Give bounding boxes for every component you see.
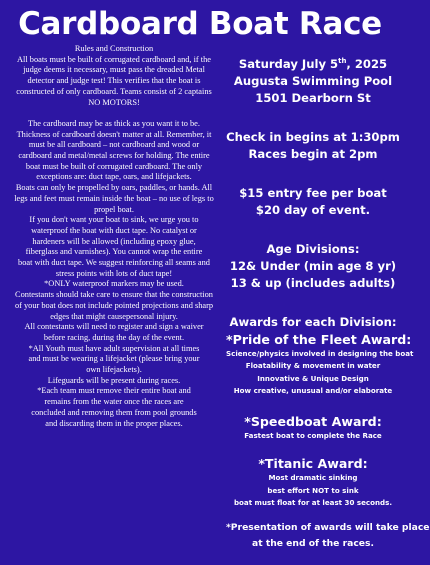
rules-text: [2, 55, 226, 430]
rules-line: edges that might causepersonal injury.: [50, 311, 178, 321]
rules-line: *Each team must remove their entire boat and: [37, 386, 191, 396]
event-info-section: [226, 56, 430, 551]
rules-line: stress points with lots of duct tape!: [55, 268, 173, 278]
rules-line: *All Youth must have adult supervision at all times: [28, 343, 200, 353]
age-division-1: 12& Under (min age 8 yr): [229, 259, 397, 273]
rules-line: *ONLY waterproof markers may be used.: [44, 279, 184, 289]
age-division-2: 13 & up (includes adults): [230, 276, 396, 290]
rules-line: concluded and removing them from pool grounds: [31, 407, 197, 417]
age-divisions-heading: Age Divisions:: [266, 242, 360, 256]
rules-line: exceptions are: duct tape, oars, and lifejackets.: [36, 172, 192, 182]
event-address: 1501 Dearborn St: [255, 91, 371, 105]
rules-line: If you don't want your boat to sink, we urge you to: [29, 215, 199, 225]
fleet-criterion: Floatability & movement in water: [245, 361, 381, 371]
speedboat-criterion: Fastest boat to complete the Race: [244, 431, 382, 441]
rules-line: detector and judge test! This verifies that the boat is: [27, 76, 201, 86]
rules-line: Boats can only be propelled by oars, paddles, or hands. All: [15, 183, 213, 193]
rules-line: before racing, during the day of the event.: [43, 332, 185, 342]
titanic-criterion: boat must float for at least 30 seconds.: [233, 498, 393, 508]
rules-line: legs and feet must remain inside the boat – no use of legs to: [14, 193, 214, 203]
rules-section: [2, 44, 226, 429]
rules-line: of your boat does not include pointed projections and sharp: [14, 300, 214, 310]
rules-line: hardeners will be allowed (including epoxy glue,: [32, 236, 196, 246]
awards-footer-line-1: *Presentation of awards will take place: [226, 522, 430, 534]
rules-line: remains from the water once the races are: [44, 397, 184, 407]
rules-line: waterproof the boat with duct tape. No catalyst or: [31, 225, 197, 235]
awards-footer-line-2: at the end of the races.: [252, 537, 374, 549]
race-time: Races begin at 2pm: [248, 147, 378, 161]
rules-line: fiberglass and varnishes). You cannot wrap the entire: [25, 247, 203, 257]
rules-line: All boats must be built of corrugated cardboard and, if the: [17, 54, 211, 64]
rules-line: judge deems it necessary, must pass the dreaded Metal: [23, 65, 205, 75]
rules-line: NO MOTORS!: [88, 97, 140, 107]
rules-line: All contestants will need to register and sign a waiver: [24, 322, 204, 332]
rules-line: and must be wearing a lifejacket (please bring your: [28, 354, 200, 364]
fleet-criterion: How creative, unusual and/or elaborate: [233, 385, 393, 395]
rules-line: propel boat.: [94, 204, 134, 214]
rules-line: constructed of only cardboard. Teams consist of 2 captains: [16, 86, 212, 96]
rules-line: Lifeguards will be present during races.: [47, 375, 181, 385]
rules-line: Thickness of cardboard doesn't matter at all. Remember, it: [16, 129, 212, 139]
titanic-award-title: *Titanic Award:: [258, 456, 368, 472]
rules-line: cardboard and metal/metal screws for holding. The entire: [18, 151, 210, 161]
fleet-criterion: Innovative & Unique Design: [257, 373, 369, 383]
titanic-criterion: Most dramatic sinking: [268, 473, 358, 483]
rules-line: The cardboard may be as thick as you want it to be.: [28, 118, 200, 128]
rules-line: must be all cardboard – not cardboard and wood or: [28, 140, 200, 150]
event-date: Saturday July 5th, 2025: [238, 57, 388, 71]
titanic-criterion: best effort NOT to sink: [267, 485, 359, 495]
checkin-time: Check in begins at 1:30pm: [226, 130, 400, 144]
fleet-award-title: *Pride of the Fleet Award:: [226, 332, 412, 347]
speedboat-award-title: *Speedboat Award:: [244, 414, 382, 430]
rules-line: boat with duct tape. We suggest reinforcing all seams and: [18, 258, 210, 268]
rules-heading: Rules and Construction: [74, 44, 154, 53]
rules-line: own lifejackets).: [86, 365, 142, 375]
paragraph-gap: [2, 108, 226, 119]
awards-heading: Awards for each Division:: [229, 315, 397, 329]
day-of-fee: $20 day of event.: [255, 203, 371, 217]
rules-line: and discarding them in the proper places.: [45, 418, 183, 428]
entry-fee: $15 entry fee per boat: [239, 186, 387, 200]
rules-line: Contestants should take care to ensure that the construction: [15, 290, 213, 300]
event-venue: Augusta Swimming Pool: [233, 74, 393, 88]
flyer-title: Cardboard Boat Race: [18, 6, 382, 42]
rules-line: boat must be built of corrugated cardboard. The only: [25, 161, 203, 171]
fleet-criterion: Science/physics involved in designing the boat: [226, 349, 414, 358]
